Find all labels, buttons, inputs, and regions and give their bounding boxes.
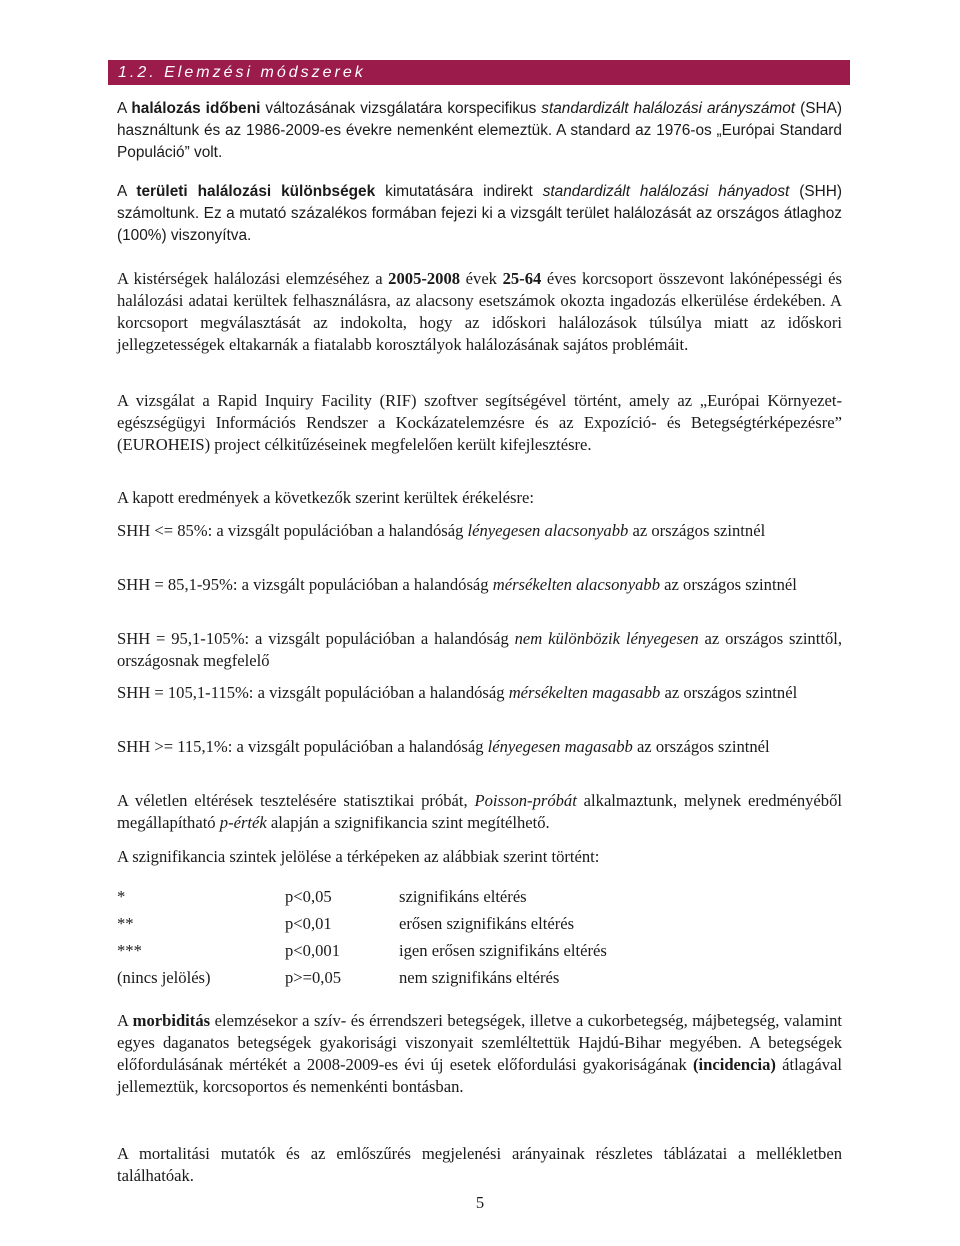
- document-page: 1.2. Elemzési módszerek A halálozás időbeni változásának vizsgálatára korspecifikus standardizált halálozási arányszámot (SHA) használtunk és az 1986-2009-es évekre nemenként elemeztük. A standard az 1976-os „Európai Standard Populáció” volt. A területi halálozási különbségek kimutatására indirekt standardizált halálozási hányadost (SHH) számoltunk. Ez a mutató százalékos formában fejezi ki a vizsgált terület halálozását az országos átlaghoz (100%) viszonyítva. A kistérségek halálozási elemzéséhez a 2005-2008 évek 25-64 éves korcsoport összevont lakónépességi és halálozási adatai kerültek felhasználásra, az alacsony esetszámok okozta ingadozás elkerülése érdekében. A korcsoport megválasztását az indokolta, hogy az időskori halálozások túlsúlya miatt az időskori jellegzetességek eltakarnák a fiatalabb korosztályok halálozásának sajátos problémáit. A vizsgálat a Rapid Inquiry Facility (RIF) szoftver segítségével történt, amely az „Európai Környezet-egészségügyi Információs Rendszer a Kockázatelemzésre és az Expozíció- és Betegségtérképezésre” (EUROHEIS) project célkitűzéseinek megfelelően került kifejlesztésre. A kapott eredmények a következők szerint kerültek érékelésre: SHH <= 85%: a vizsgált populációban a halandóság lényegesen alacsonyabb az országos szintnél SHH = 85,1-95%: a vizsgált populációban a halandóság mérsékelten alacsonyabb az országos szintnél SHH = 95,1-105%: a vizsgált populációban a halandóság nem különbözik lényegesen az országos szinttől, országosnak megfelelő SHH = 105,1-115%: a vizsgált populációban a halandóság mérsékelten magasabb az országos szintnél SHH >= 115,1%: a vizsgált populációban a halandóság lényegesen magasabb az országos szintnél A véletlen eltérések tesztelésére statisztikai próbát, Poisson-próbát alkalmaztunk, melynek eredményéből megállapítható p-érték alapján a szignifikancia szint megítélhető. A szignifikancia szintek jelölése a térképeken az alábbiak szerint történt: * p<0,05 szignifikáns eltérés ** p<0,01 erősen szignifikáns eltérés *** p<0,001 igen erősen szignifikáns eltérés (nincs jelölés) p>=0,05 nem szignifikáns eltérés A morbiditás elemzésekor a szív- és érrendszeri betegségek, illetve a cukorbetegség, májbetegség, valamint egyes daganatos betegségek gyakorisági viszonyait szemléltettük Hajdú-Bihar megyében. A betegségek előfordulásának mértékét a 2008-2009-es évi új esetek előfordulási gyakoriságának (incidencia) átlagával jellemeztük, korcsoportos és nemenkénti bontásban. A mortalitási mutatók és az emlőszűrés megjelenési arányainak részletes táblázatai a mellékletben találhatóak. 5: [0, 0, 960, 1246]
- paragraph-poisson: A véletlen eltérések tesztelésére statisztikai próbát, Poisson-próbát alkalmaztunk, melynek eredményéből megállapítható p-érték alapján a szignifikancia szint megítélhető.: [117, 791, 842, 832]
- term-sha: standardizált halálozási arányszámot: [541, 100, 796, 117]
- term-time-mortality: halálozás időbeni: [131, 100, 261, 117]
- paragraph-mortality-time: A halálozás időbeni változásának vizsgálatára korspecifikus standardizált halálozási arányszámot (SHA) használtunk és az 1986-2009-es évekre nemenként elemeztük. A standard az 1976-os „Európai Standard Populáció” volt.: [117, 100, 842, 161]
- term-incidence: (incidencia): [692, 1055, 776, 1074]
- paragraph-morbidity: A morbiditás elemzésekor a szív- és érrendszeri betegségek, illetve a cukorbetegség, májbetegség, valamint egyes daganatos betegségek gyakorisági viszonyait szemléltettük Hajdú-Bihar megyében. A betegségek előfordulásának mértékét a 2008-2009-es évi új esetek előfordulási gyakoriságának (incidencia) átlagával jellemeztük, korcsoportos és nemenkénti bontásban.: [117, 1011, 842, 1096]
- shh-item: SHH <= 85%: a vizsgált populációban a halandóság lényegesen alacsonyabb az országos szintnél: [117, 521, 766, 540]
- term-age-group: 25-64: [502, 269, 542, 288]
- paragraph-appendix: A mortalitási mutatók és az emlőszűrés megjelenési arányainak részletes táblázatai a mellékletben találhatóak.: [117, 1144, 842, 1185]
- shh-item: SHH = 105,1-115%: a vizsgált populációban a halandóság mérsékelten magasabb az országos szintnél: [117, 683, 798, 702]
- page-number: 5: [475, 1193, 485, 1212]
- shh-item: SHH = 85,1-95%: a vizsgált populációban a halandóság mérsékelten alacsonyabb az országos szintnél: [117, 575, 797, 594]
- term-years: 2005-2008: [388, 269, 461, 288]
- section-header: [108, 60, 850, 85]
- paragraph-significance-intro: A szignifikancia szintek jelölése a térképeken az alábbiak szerint történt:: [117, 847, 600, 866]
- section-title: 1.2. Elemzési módszerek: [118, 64, 366, 81]
- shh-item: SHH >= 115,1%: a vizsgált populációban a halandóság lényegesen magasabb az országos szintnél: [117, 737, 770, 756]
- paragraph-rif: A vizsgálat a Rapid Inquiry Facility (RIF) szoftver segítségével történt, amely az „Európai Környezet-egészségügyi Információs Rendszer a Kockázatelemzésre és az Expozíció- és Betegségtérképezésre” (EUROHEIS) project célkitűzéseinek megfelelően került kifejlesztésre.: [117, 391, 842, 454]
- term-shh: standardizált halálozási hányadost: [542, 183, 790, 200]
- paragraph-subregions: A kistérségek halálozási elemzéséhez a 2005-2008 évek 25-64 éves korcsoport összevont lakónépességi és halálozási adatai kerültek felhasználásra, az alacsony esetszámok okozta ingadozás elkerülése érdekében. A korcsoport megválasztását az indokolta, hogy az időskori halálozások túlsúlya miatt az időskori jellegzetességek eltakarnák a fiatalabb korosztályok halálozásának sajátos problémáit.: [117, 269, 843, 354]
- shh-item: SHH = 95,1-105%: a vizsgált populációban a halandóság nem különbözik lényegesen az országos szinttől, országosnak megfelelő: [117, 629, 843, 670]
- paragraph-evaluation-intro: A kapott eredmények a következők szerint kerültek érékelésre:: [117, 488, 534, 507]
- paragraph-regional-differences: A területi halálozási különbségek kimutatására indirekt standardizált halálozási hányadost (SHH) számoltunk. Ez a mutató százalékos formában fejezi ki a vizsgált terület halálozását az országos átlaghoz (100%) viszonyítva.: [117, 183, 842, 244]
- term-regional-differences: területi halálozási különbségek: [136, 183, 376, 200]
- term-morbidity: morbiditás: [132, 1011, 211, 1030]
